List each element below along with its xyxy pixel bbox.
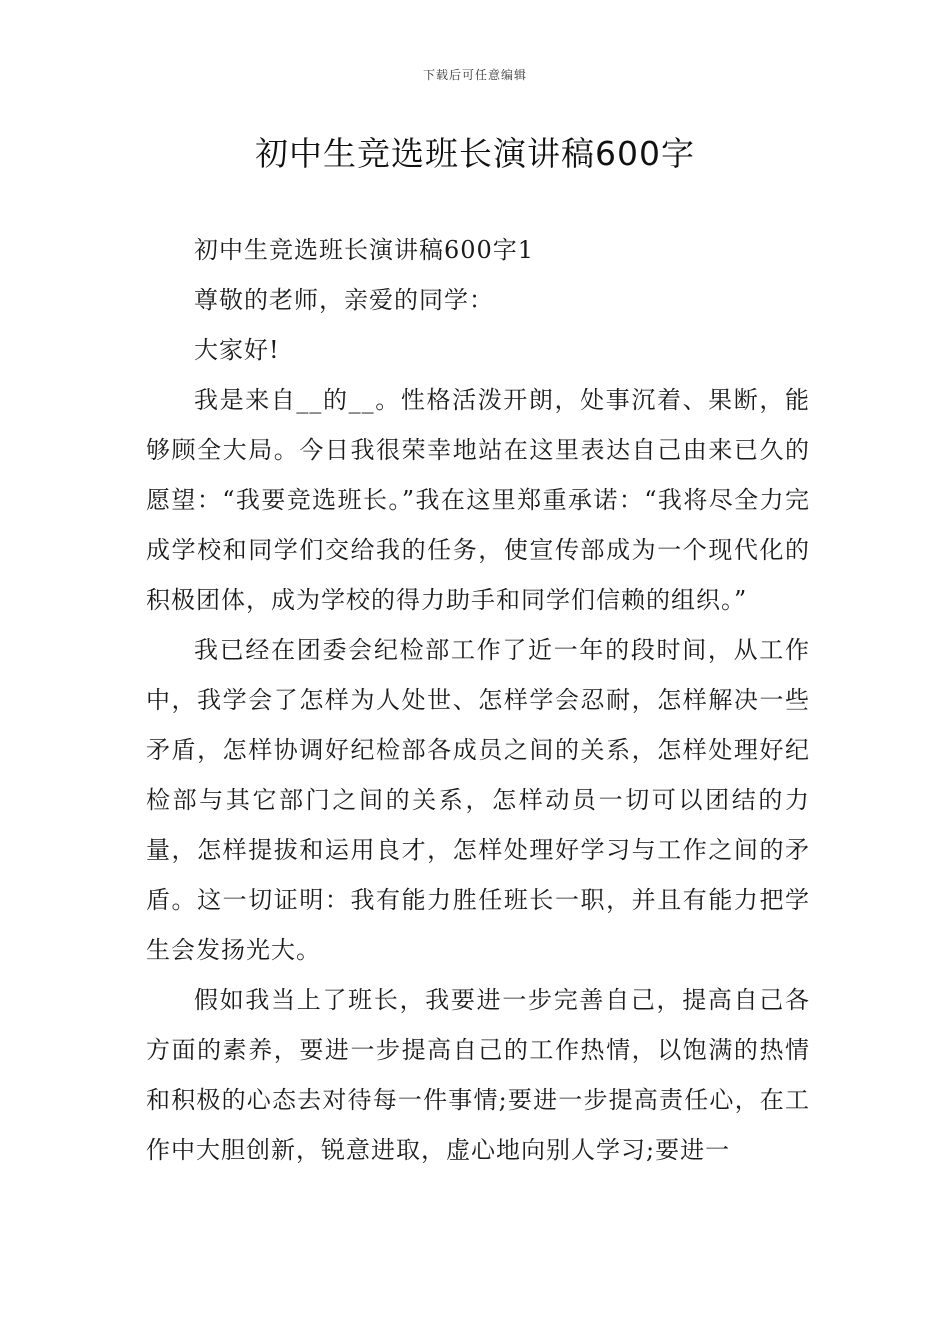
subtitle-paragraph: 初中生竞选班长演讲稿600字1: [194, 236, 535, 264]
greeting-paragraph: 大家好!: [194, 336, 280, 364]
header-note: 下载后可任意编辑: [422, 68, 527, 82]
salutation-paragraph: 尊敬的老师，亲爱的同学：: [194, 286, 494, 314]
body-paragraph: 我是来自__的__。性格活泼开朗，处事沉着、果断，能够顾全大局。今日我很荣幸地站在这里表达自己由来已久的愿望：“我要竞选班长。”我在这里郑重承诺：“我将尽全力完成学校和同学们交给我的任务，使宣传部成为一个现代化的积极团体，成为学校的得力助手和同学们信赖的组织。”: [146, 386, 810, 614]
body-paragraph: 我已经在团委会纪检部工作了近一年的段时间，从工作中，我学会了怎样为人处世、怎样学会忍耐，怎样解决一些矛盾，怎样协调好纪检部各成员之间的关系，怎样处理好纪检部与其它部门之间的关系，怎样动员一切可以团结的力量，怎样提拔和运用良才，怎样处理好学习与工作之间的矛盾。这一切证明：我有能力胜任班长一职，并且有能力把学生会发扬光大。: [146, 636, 810, 964]
body-paragraph: 假如我当上了班长，我要进一步完善自己，提高自己各方面的素养，要进一步提高自己的工作热情，以饱满的热情和积极的心态去对待每一件事情;要进一步提高责任心，在工作中大胆创新，锐意进取，虚心地向别人学习;要进一: [146, 986, 810, 1164]
document-body: [146, 225, 810, 1175]
document-title: 初中生竞选班长演讲稿600字: [255, 134, 695, 173]
